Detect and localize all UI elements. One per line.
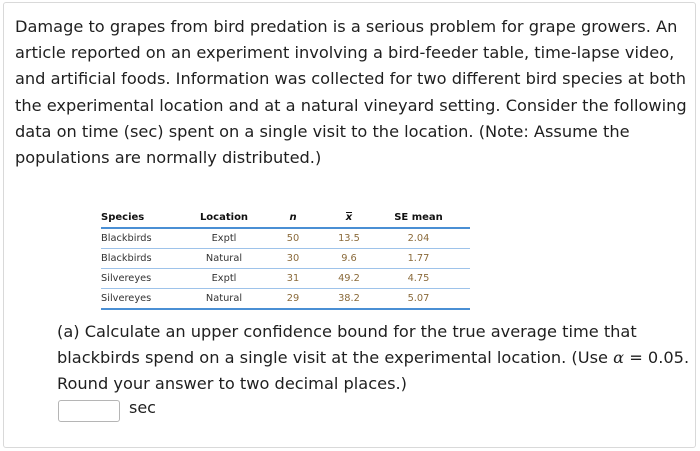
part-a-text-after: = 0.05. Round your answer to two decimal places.) (57, 348, 690, 394)
header-xbar: x (331, 208, 367, 228)
cell-xbar: 38.2 (331, 289, 367, 310)
answer-unit-label: sec (129, 398, 156, 417)
cell-species: Blackbirds (101, 249, 193, 269)
part-a-text-before: (a) Calculate an upper confidence bound for the true average time that blackbirds spend on a single visit at the experimental location. (Use (57, 322, 637, 368)
table-row (101, 289, 470, 310)
cell-xbar: 9.6 (331, 249, 367, 269)
cell-location: Natural (193, 249, 255, 269)
table-header-row (101, 208, 470, 228)
header-location: Location (193, 208, 255, 228)
part-a-question (57, 319, 697, 398)
cell-se-mean: 2.04 (367, 228, 470, 249)
cell-xbar: 49.2 (331, 269, 367, 289)
cell-n: 31 (255, 269, 331, 289)
cell-se-mean: 1.77 (367, 249, 470, 269)
cell-species: Blackbirds (101, 228, 193, 249)
cell-location: Exptl (193, 269, 255, 289)
cell-species: Silvereyes (101, 289, 193, 310)
header-species: Species (101, 208, 193, 228)
cell-species: Silvereyes (101, 269, 193, 289)
cell-location: Exptl (193, 228, 255, 249)
header-se-mean: SE mean (367, 208, 470, 228)
table-row (101, 269, 470, 289)
problem-statement: Damage to grapes from bird predation is a serious problem for grape growers. An article reported on an experiment involving a bird-feeder table, time-lapse video, and artificial foods. Information was collected for two different bird species at both the experimental location and at a natural vineyard setting. Consider the following data on time (sec) spent on a single visit to the location. (Note: Assume the populations are normally distributed.) (15, 17, 687, 168)
cell-se-mean: 5.07 (367, 289, 470, 310)
cell-location: Natural (193, 289, 255, 310)
table-row (101, 249, 470, 269)
cell-n: 30 (255, 249, 331, 269)
table-row (101, 228, 470, 249)
cell-xbar: 13.5 (331, 228, 367, 249)
alpha-symbol: α (613, 348, 625, 368)
bird-data-table (101, 208, 470, 310)
header-n: n (255, 208, 331, 228)
upper-bound-answer-input[interactable] (58, 400, 120, 422)
cell-n: 50 (255, 228, 331, 249)
cell-se-mean: 4.75 (367, 269, 470, 289)
cell-n: 29 (255, 289, 331, 310)
